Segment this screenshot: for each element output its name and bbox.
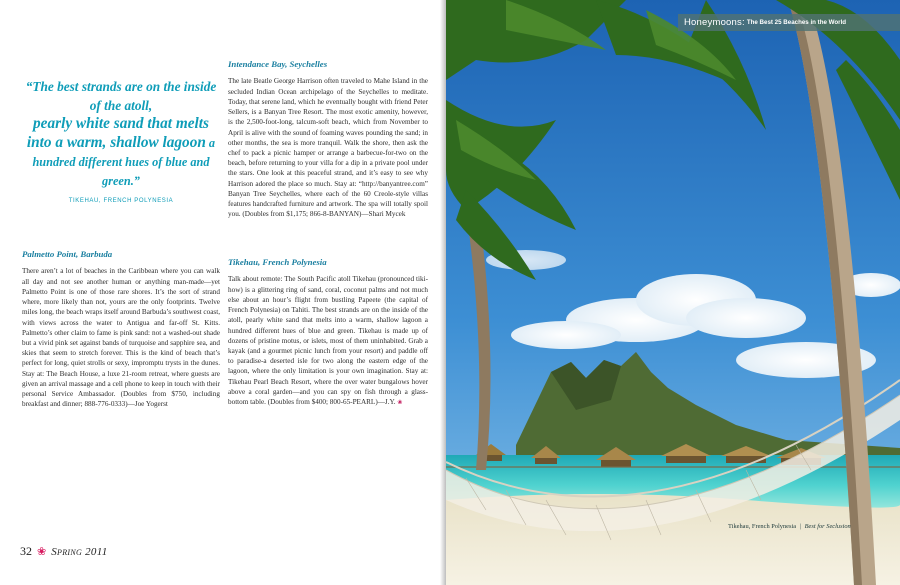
tikehau-hammock-illustration [446,0,900,585]
flower-icon: ❀ [37,546,47,558]
page-number: 32 [20,544,32,558]
beach-photo [446,0,900,585]
tikehau-article [228,256,428,408]
tikehau-body: Talk about remote: The South Pacific atoll Tikehau (pronounced tiki-how) is a glittering ring of sand, coral, coconut palms and not much else about an hour’s flight from bustling Papeete (the capital of French Polynesia) on Tahiti. The best strands are on the inside of the atoll, pearly white sand that melts into a warm, shallow lagoon a hundred different hues of blue and green. Tikehau is made up of dozens of pristine motus, or islets, most of them uninhabited. Grab a kayak (and a gourmet picnic lunch from your resort) and paddle off to paradise-a deserted isle for two along the eastern edge of the lagoon, where the only limitation is your own imagination. Stay at: Tikehau Pearl Beach Resort, where the over water bungalows hover above a coral garden—and you can spy on fish through a glass-bottom table. (Doubles from $400; 800-65-PEARL)—J.Y. [228,275,428,407]
section-tag [678,14,900,31]
tikehau-body-wrap [228,274,428,407]
intendance-bay-article [228,58,428,220]
pull-quote-credit: TIKEHAU, FRENCH POLYNESIA [68,198,174,205]
palmetto-point-body: There aren’t a lot of beaches in the Caribbean where you can walk all day and not see another human or anything man-made—yet Palmetto Point is one of those rare shores. It’s the sort of strand where, more likely than not, yours are the only footprints. Twelve miles long, the beach wraps itself around Barbuda’s southwest coast, with views across the water to Antigua and far-off St. Kitts. Palmetto’s other claim to fame is pink sand: not a washed-out shade but a vivid pink set against bands of turquoise and sapphire sea, and skies that seem to stretch forever. This is the kind of beach that’s perfect for long, quiet strolls or sexy, impromptu trysts in the dunes. Stay at: The Beach House, a luxe 21-room retreat, where guests are given an arrival massage and a cell phone to keep in touch with their personal Service Ambassador. (Doubles from $750, including breakfast and dinner; 888-776-0333)—Joe Yogerst [22,267,220,409]
intendance-bay-body: The late Beatle George Harrison often traveled to Mahe Island in the secluded Indian Ocean archipelago of the Seychelles to meditate. Today, that serene land, which he eventually bought with friend Peter Sellers, is a Banyan Tree Resort. The most exotic amenity, however, is the 2,500-foot-long, talcum-soft beach, which from November to April is alive with the sound of foaming waves pounding the sand; in other months, the sea is more tranquil. Walk the shore, then ask the chef to pack a picnic hamper or arrange a barbecue-for-two on the beach, before returning to your villa for a dip in a private pool under the stars. One look at this peaceful strand, and it’s easy to see why Harrison adored the place so much. Stay at: “http://banyantree.com” Banyan Tree Seychelles, where each of the 60 Creole-style villas features handcrafted furniture and artwork. The spa will totally spoil you. (Doubles from $1,175; 866-8-BANYAN)—Shari Mycek [228,77,428,219]
palmetto-point-article [22,248,220,410]
caption-place: Tikehau, French Polynesia [728,523,797,530]
pull-quote-line-2-tail: a [205,136,216,151]
issue-season: Spring 2011 [51,545,108,558]
pull-quote-line-2: pearly white sand that melts into a warm, shallow lagoon [26,115,209,152]
caption-separator: | [799,523,801,530]
pull-quote-line-1: “The best strands are on the inside of the atoll, [25,79,217,113]
palmetto-point-heading: Palmetto Point, Barbuda [22,249,113,259]
tikehau-heading: Tikehau, French Polynesia [228,257,327,267]
caption-tag: Best for Seclusion [804,523,851,530]
end-mark-icon: ❀ [397,400,403,407]
pull-quote [22,78,220,205]
section-tag-kicker: Honeymoons: [684,17,745,28]
folio [20,544,108,559]
photo-caption [728,523,851,530]
pull-quote-line-3: hundred different hues of blue and green.” [32,154,210,188]
section-tag-title: The Best 25 Beaches in the World [746,19,847,26]
left-page [0,0,444,585]
intendance-bay-heading: Intendance Bay, Seychelles [228,59,328,69]
